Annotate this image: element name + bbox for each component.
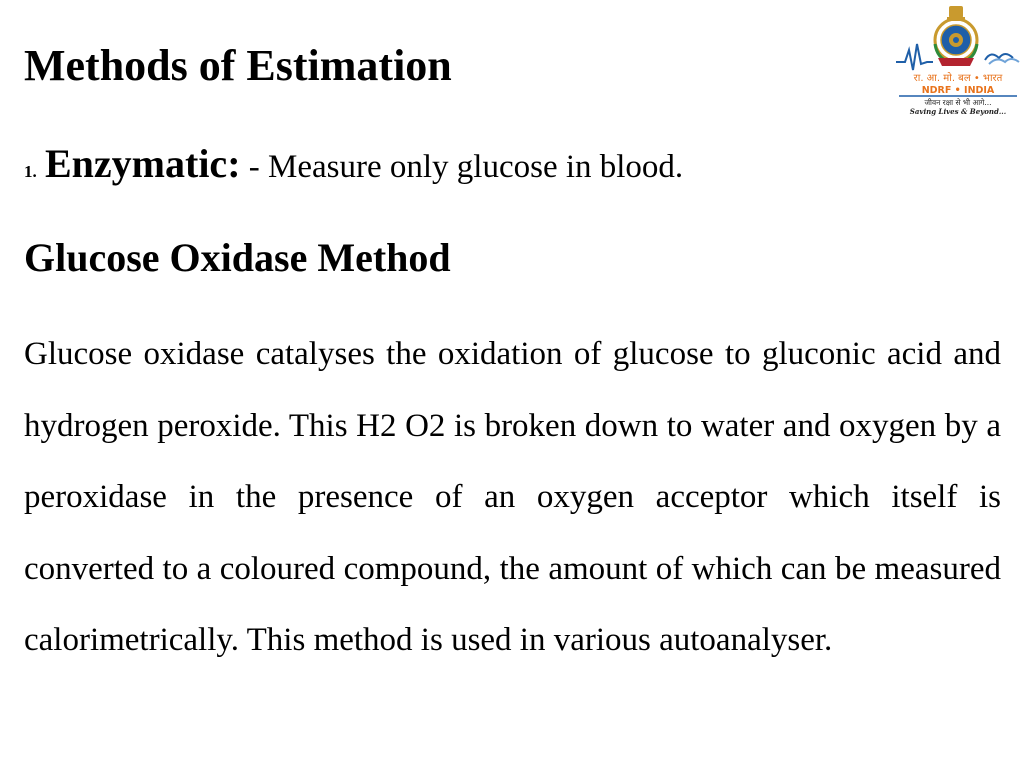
point-number-separator: .: [32, 162, 37, 181]
method-heading: Glucose Oxidase Method: [24, 235, 451, 280]
point-number: 1: [24, 162, 33, 181]
enzymatic-point: [24, 140, 683, 188]
point-label: Enzymatic:: [45, 141, 241, 186]
logo-motto-hindi: जीवन रक्षा से भी आगे...: [924, 98, 992, 107]
ndrf-emblem-icon: [893, 0, 1023, 118]
logo-motto-english: Saving Lives & Beyond...: [909, 107, 1007, 116]
point-text: - Measure only glucose in blood.: [240, 149, 684, 185]
logo-hindi-line: रा. आ. मो. बल • भारत: [913, 73, 1003, 84]
method-paragraph: Glucose oxidase catalyses the oxidation of glucose to gluconic acid and hydrogen peroxide. This H2 O2 is broken down to water and oxygen by a peroxidase in the presence of an oxygen acceptor which itself is converted to a coloured compound, the amount of which can be measured calorimetrically. This method is used in various autoanalyser.: [24, 336, 1001, 658]
logo-org-line: NDRF • INDIA: [921, 85, 995, 96]
slide-title: Methods of Estimation: [24, 41, 452, 90]
ndrf-logo: [893, 0, 1023, 118]
